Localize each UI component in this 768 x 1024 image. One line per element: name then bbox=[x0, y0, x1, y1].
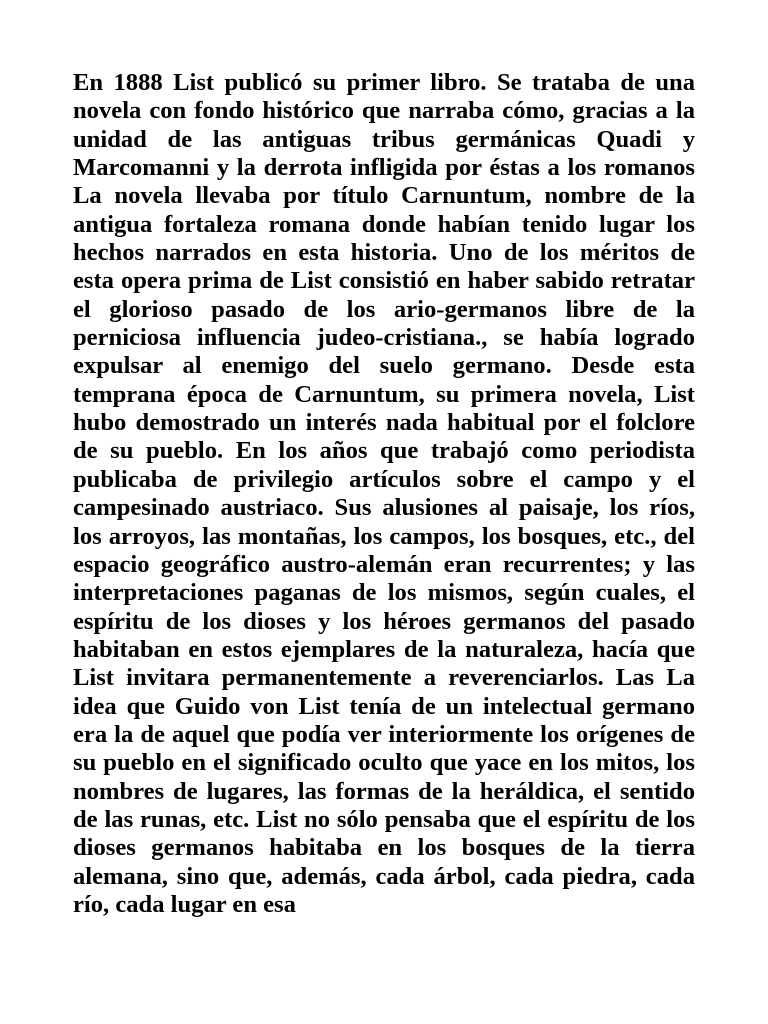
document-page bbox=[73, 69, 695, 919]
body-paragraph: En 1888 List publicó su primer libro. Se trataba de una novela con fondo histórico que narraba cómo, gracias a la unidad de las antiguas tribus germánicas Quadi y Marcomanni y la derrota infligida por éstas a los romanos La novela llevaba por título Carnuntum, nombre de la antigua fortaleza romana donde habían tenido lugar los hechos narrados en esta historia. Uno de los méritos de esta opera prima de List consistió en haber sabido retratar el glorioso pasado de los ario-germanos libre de la perniciosa influencia judeo-cristiana., se había logrado expulsar al enemigo del suelo germano. Desde esta temprana época de Carnuntum, su primera novela, List hubo demostrado un interés nada habitual por el folclore de su pueblo. En los años que trabajó como periodista publicaba de privilegio artículos sobre el campo y el campesinado austriaco. Sus alusiones al paisaje, los ríos, los arroyos, las montañas, los campos, los bosques, etc., del espacio geográfico austro-alemán eran recurrentes; y las interpretaciones paganas de los mismos, según cuales, el espíritu de los dioses y los héroes germanos del pasado habitaban en estos ejemplares de la naturaleza, hacía que List invitara permanentemente a reverenciarlos. Las La idea que Guido von List tenía de un intelectual germano era la de aquel que podía ver interiormente los orígenes de su pueblo en el significado oculto que yace en los mitos, los nombres de lugares, las formas de la heráldica, el sentido de las runas, etc. List no sólo pensaba que el espíritu de los dioses germanos habitaba en los bosques de la tierra alemana, sino que, además, cada árbol, cada piedra, cada río, cada lugar en esa bbox=[73, 69, 695, 918]
